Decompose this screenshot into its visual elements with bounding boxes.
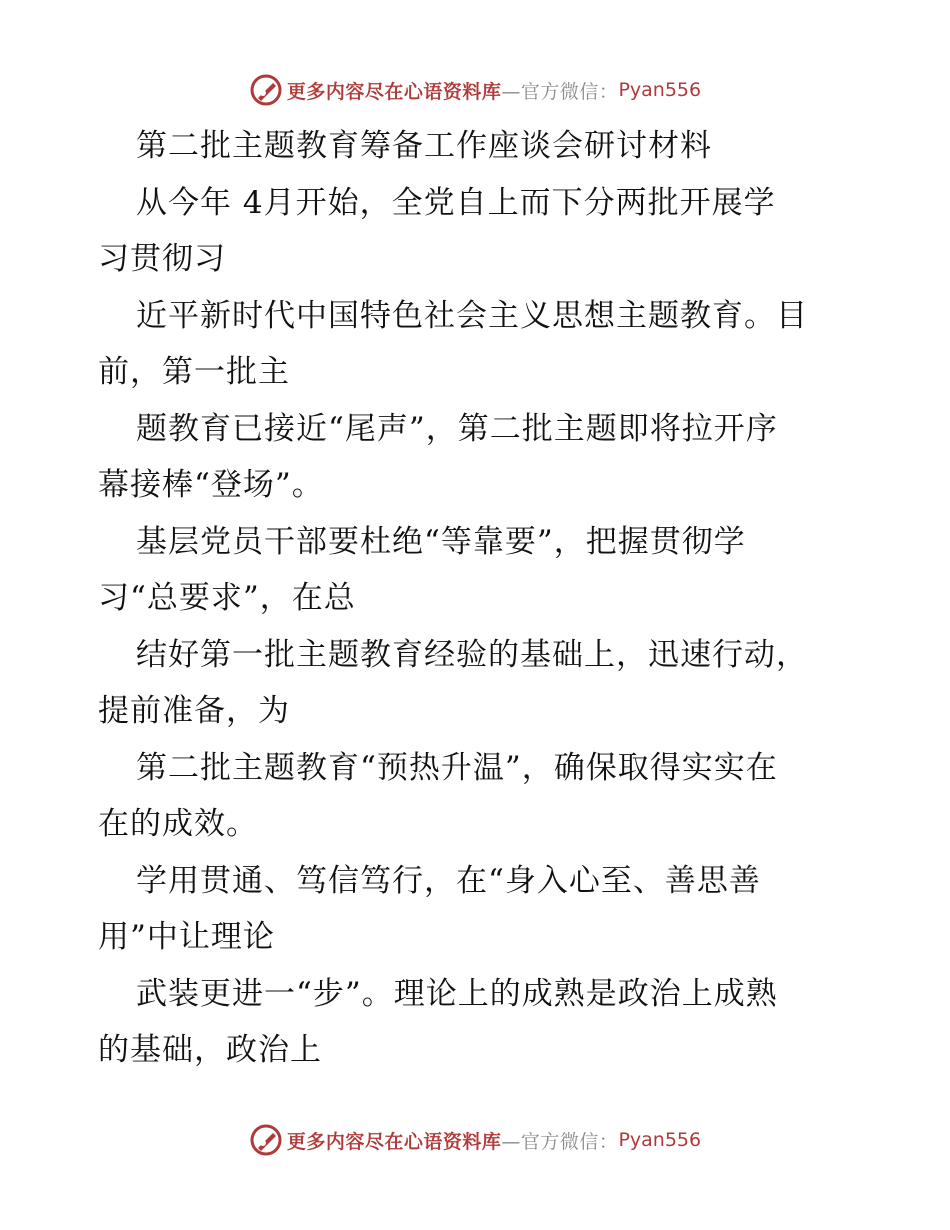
pen-logo-icon (249, 1123, 283, 1157)
text-line-13: 在的成效。 (98, 806, 258, 842)
text-line-3: 习贯彻习 (98, 241, 226, 277)
text-line-11: 提前准备，为 (98, 693, 290, 729)
text-line-15: 用”中让理论 (98, 919, 275, 955)
watermark-red-text: 更多内容尽在心语资料库 (286, 80, 502, 103)
watermark-wechat-id: Pyan556 (618, 1129, 702, 1151)
text-line-4: 近平新时代中国特色社会主义思想主题教育。目 (136, 297, 808, 334)
text-line-8: 基层党员干部要杜绝“等靠要”，把握贯彻学 (136, 523, 746, 560)
footer-watermark (0, 1120, 950, 1160)
text-line-5: 前，第一批主 (98, 354, 290, 390)
text-line-1: 第二批主题教育筹备工作座谈会研讨材料 (136, 128, 712, 164)
text-line-2: 从今年 4月开始，全党自上而下分两批开展学 (136, 184, 776, 221)
text-line-17: 的基础，政治上 (98, 1032, 322, 1068)
watermark-gray-text: —官方微信： (501, 80, 619, 103)
document-body (98, 118, 858, 1079)
text-line-12: 第二批主题教育“预热升温”，确保取得实实在 (136, 749, 778, 786)
watermark-red-text: 更多内容尽在心语资料库 (286, 1130, 502, 1153)
text-line-6: 题教育已接近“尾声”，第二批主题即将拉开序 (136, 410, 778, 447)
text-line-7: 幕接棒“登场”。 (98, 467, 324, 503)
watermark-gray-text: —官方微信： (501, 1130, 619, 1153)
text-line-9: 习“总要求”，在总 (98, 580, 356, 616)
watermark-wechat-id: Pyan556 (618, 79, 702, 101)
header-watermark (0, 70, 950, 110)
text-line-10: 结好第一批主题教育经验的基础上，迅速行动， (136, 636, 808, 673)
text-line-14: 学用贯通、笃信笃行，在“身入心至、善思善 (136, 862, 761, 899)
text-line-16: 武装更进一“步”。理论上的成熟是政治上成熟 (136, 975, 778, 1012)
pen-logo-icon (249, 73, 283, 107)
